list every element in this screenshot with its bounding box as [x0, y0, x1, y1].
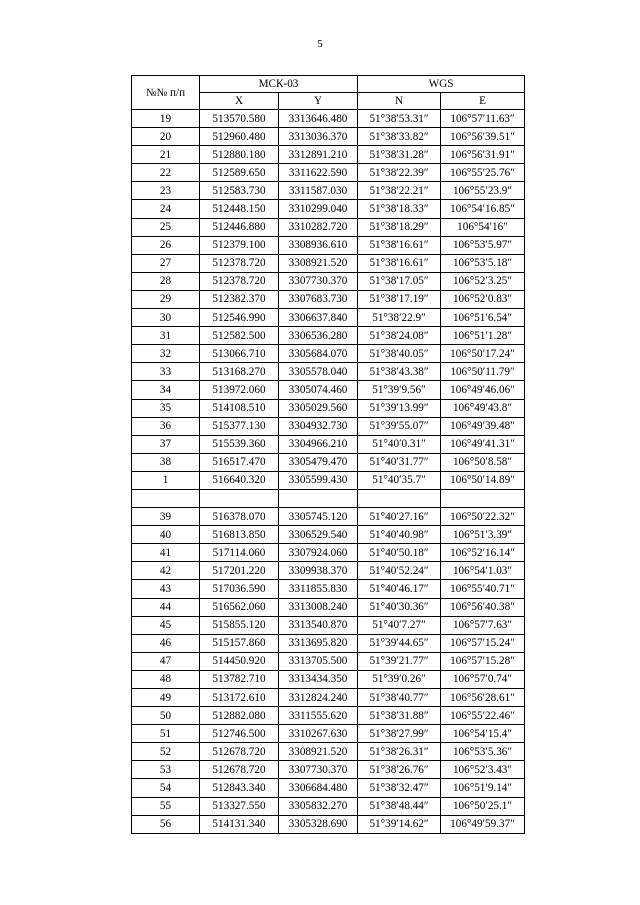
- table-row: [132, 471, 525, 489]
- cell-latitude: 51°38′26.76″: [358, 761, 441, 779]
- cell-y: 3305684.070: [279, 345, 358, 363]
- cell-longitude: 106°49′39.48″: [441, 417, 525, 435]
- cell-point-number: 35: [132, 399, 200, 417]
- cell-y: 3313705.500: [279, 652, 358, 670]
- cell-point-number: 41: [132, 544, 200, 562]
- cell-longitude: 106°55′25.76″: [441, 164, 525, 182]
- cell-y: 3313646.480: [279, 110, 358, 128]
- cell-latitude: 51°39′55.07″: [358, 417, 441, 435]
- cell-y: 3311622.590: [279, 164, 358, 182]
- table-row: [132, 453, 525, 471]
- cell-x: 516813.850: [200, 526, 279, 544]
- cell-latitude: 51°38′31.28″: [358, 146, 441, 164]
- table-row: [132, 652, 525, 670]
- cell-latitude: 51°40′31.77″: [358, 453, 441, 471]
- cell-y: 3306529.540: [279, 526, 358, 544]
- cell-longitude: 106°56′31.91″: [441, 146, 525, 164]
- cell-x: 514108.510: [200, 399, 279, 417]
- cell-latitude: 51°38′22.9″: [358, 309, 441, 327]
- cell-x: 512583.730: [200, 182, 279, 200]
- cell-y: 3307730.370: [279, 761, 358, 779]
- table-row: [132, 327, 525, 345]
- cell-latitude: 51°38′27.99″: [358, 725, 441, 743]
- header-x: X: [200, 93, 279, 110]
- cell-point-number: 31: [132, 327, 200, 345]
- cell-latitude: 51°38′22.39″: [358, 164, 441, 182]
- cell-point-number: 51: [132, 725, 200, 743]
- cell-longitude: 106°51′6.54″: [441, 309, 525, 327]
- cell-point-number: 23: [132, 182, 200, 200]
- cell-x: 512379.100: [200, 236, 279, 254]
- cell-point-number: 40: [132, 526, 200, 544]
- cell-point-number: 47: [132, 652, 200, 670]
- cell-longitude: 106°51′9.14″: [441, 779, 525, 797]
- cell-latitude: 51°38′17.19″: [358, 290, 441, 308]
- cell-latitude: 51°38′18.29″: [358, 218, 441, 236]
- cell-longitude: 106°55′22.46″: [441, 707, 525, 725]
- cell-longitude: 106°52′16.14″: [441, 544, 525, 562]
- cell-longitude: 106°52′3.25″: [441, 272, 525, 290]
- cell-point-number: 27: [132, 254, 200, 272]
- cell-x: 515377.130: [200, 417, 279, 435]
- cell-x: 512448.150: [200, 200, 279, 218]
- cell-x: 512582.500: [200, 327, 279, 345]
- cell-latitude: 51°39′9.56″: [358, 381, 441, 399]
- table-row: [132, 526, 525, 544]
- cell-y: 3305832.270: [279, 797, 358, 815]
- cell-latitude: [358, 489, 441, 507]
- header-e: E: [441, 93, 525, 110]
- cell-point-number: 29: [132, 290, 200, 308]
- cell-latitude: 51°38′40.77″: [358, 689, 441, 707]
- cell-latitude: 51°40′46.17″: [358, 580, 441, 598]
- cell-point-number: 49: [132, 689, 200, 707]
- cell-y: 3313434.350: [279, 670, 358, 688]
- cell-y: 3307924.060: [279, 544, 358, 562]
- cell-y: 3308936.610: [279, 236, 358, 254]
- cell-y: 3310267.630: [279, 725, 358, 743]
- table-row: [132, 544, 525, 562]
- table-row: [132, 272, 525, 290]
- cell-x: 512378.720: [200, 254, 279, 272]
- cell-point-number: 48: [132, 670, 200, 688]
- cell-point-number: 33: [132, 363, 200, 381]
- cell-longitude: 106°57′0.74″: [441, 670, 525, 688]
- cell-point-number: 32: [132, 345, 200, 363]
- cell-longitude: 106°51′1.28″: [441, 327, 525, 345]
- table-row: [132, 670, 525, 688]
- cell-point-number: 42: [132, 562, 200, 580]
- cell-x: 513972.060: [200, 381, 279, 399]
- cell-y: 3305479.470: [279, 453, 358, 471]
- table-row: [132, 580, 525, 598]
- cell-y: 3305074.460: [279, 381, 358, 399]
- table-row: [132, 182, 525, 200]
- cell-longitude: 106°50′8.58″: [441, 453, 525, 471]
- cell-latitude: 51°38′22.21″: [358, 182, 441, 200]
- cell-point-number: 38: [132, 453, 200, 471]
- cell-longitude: 106°53′5.97″: [441, 236, 525, 254]
- cell-longitude: 106°54′16.85″: [441, 200, 525, 218]
- table-row: [132, 399, 525, 417]
- cell-y: 3313008.240: [279, 598, 358, 616]
- cell-point-number: 30: [132, 309, 200, 327]
- cell-x: 512446.880: [200, 218, 279, 236]
- cell-longitude: 106°52′0.83″: [441, 290, 525, 308]
- cell-x: 513570.580: [200, 110, 279, 128]
- cell-y: 3312891.210: [279, 146, 358, 164]
- cell-latitude: 51°38′16.61″: [358, 236, 441, 254]
- cell-latitude: 51°38′17.05″: [358, 272, 441, 290]
- cell-longitude: 106°49′59.37″: [441, 815, 525, 833]
- cell-point-number: 56: [132, 815, 200, 833]
- cell-point-number: 46: [132, 634, 200, 652]
- cell-latitude: 51°38′53.31″: [358, 110, 441, 128]
- cell-latitude: 51°40′52.24″: [358, 562, 441, 580]
- cell-latitude: 51°40′40.98″: [358, 526, 441, 544]
- cell-x: 512880.180: [200, 146, 279, 164]
- cell-latitude: 51°40′30.36″: [358, 598, 441, 616]
- cell-y: 3313036.370: [279, 128, 358, 146]
- cell-longitude: 106°56′40.38″: [441, 598, 525, 616]
- cell-latitude: 51°39′14.62″: [358, 815, 441, 833]
- cell-longitude: 106°51′3.39″: [441, 526, 525, 544]
- cell-latitude: 51°39′44.65″: [358, 634, 441, 652]
- cell-point-number: 52: [132, 743, 200, 761]
- cell-x: 512589.650: [200, 164, 279, 182]
- table-row: [132, 218, 525, 236]
- cell-x: 512678.720: [200, 743, 279, 761]
- table-row: [132, 779, 525, 797]
- table-row: [132, 435, 525, 453]
- cell-y: 3304966.210: [279, 435, 358, 453]
- cell-point-number: 39: [132, 508, 200, 526]
- cell-longitude: 106°55′23.9″: [441, 182, 525, 200]
- header-n: N: [358, 93, 441, 110]
- cell-x: 513327.550: [200, 797, 279, 815]
- cell-x: 512678.720: [200, 761, 279, 779]
- cell-longitude: 106°54′15.4″: [441, 725, 525, 743]
- cell-y: 3312824.240: [279, 689, 358, 707]
- cell-latitude: 51°40′0.31″: [358, 435, 441, 453]
- cell-latitude: 51°39′21.77″: [358, 652, 441, 670]
- cell-longitude: 106°56′28.61″: [441, 689, 525, 707]
- cell-latitude: 51°40′50.18″: [358, 544, 441, 562]
- cell-longitude: 106°50′14.89″: [441, 471, 525, 489]
- cell-x: 514450.920: [200, 652, 279, 670]
- cell-longitude: 106°50′11.79″: [441, 363, 525, 381]
- cell-x: 513172.610: [200, 689, 279, 707]
- cell-y: 3306637.840: [279, 309, 358, 327]
- header-point-number: №№ п/п: [132, 76, 200, 110]
- header-y: Y: [279, 93, 358, 110]
- cell-latitude: 51°38′40.05″: [358, 345, 441, 363]
- cell-latitude: 51°38′43.38″: [358, 363, 441, 381]
- cell-latitude: 51°38′32.47″: [358, 779, 441, 797]
- cell-x: 516562.060: [200, 598, 279, 616]
- table-row: [132, 110, 525, 128]
- cell-x: 513066.710: [200, 345, 279, 363]
- cell-point-number: 21: [132, 146, 200, 164]
- table-row: [132, 236, 525, 254]
- cell-longitude: 106°53′5.36″: [441, 743, 525, 761]
- table-body: [132, 110, 525, 834]
- cell-point-number: 55: [132, 797, 200, 815]
- cell-y: [279, 489, 358, 507]
- cell-longitude: 106°56′39.51″: [441, 128, 525, 146]
- table-row: [132, 725, 525, 743]
- cell-point-number: 26: [132, 236, 200, 254]
- table-row: [132, 562, 525, 580]
- cell-y: 3305578.040: [279, 363, 358, 381]
- cell-x: 512882.080: [200, 707, 279, 725]
- cell-longitude: 106°50′22.32″: [441, 508, 525, 526]
- table-row: [132, 309, 525, 327]
- cell-longitude: 106°57′15.24″: [441, 634, 525, 652]
- table-row: [132, 164, 525, 182]
- cell-x: 512546.990: [200, 309, 279, 327]
- table-row: [132, 815, 525, 833]
- coordinates-table: [131, 75, 525, 834]
- cell-y: 3311555.620: [279, 707, 358, 725]
- cell-x: 514131.340: [200, 815, 279, 833]
- cell-point-number: 1: [132, 471, 200, 489]
- table-row: [132, 689, 525, 707]
- cell-point-number: 34: [132, 381, 200, 399]
- cell-x: 517036.590: [200, 580, 279, 598]
- cell-longitude: 106°57′15.28″: [441, 652, 525, 670]
- table-row: [132, 381, 525, 399]
- table-row: [132, 598, 525, 616]
- cell-longitude: 106°57′11.63″: [441, 110, 525, 128]
- cell-x: 515855.120: [200, 616, 279, 634]
- table-row: [132, 254, 525, 272]
- page-number: 5: [317, 38, 323, 50]
- cell-x: 517201.220: [200, 562, 279, 580]
- cell-point-number: 37: [132, 435, 200, 453]
- cell-longitude: 106°53′5.18″: [441, 254, 525, 272]
- cell-y: 3313695.820: [279, 634, 358, 652]
- table-row: [132, 417, 525, 435]
- cell-y: 3306536.280: [279, 327, 358, 345]
- cell-y: 3305599.430: [279, 471, 358, 489]
- cell-longitude: [441, 489, 525, 507]
- cell-x: 512746.500: [200, 725, 279, 743]
- cell-x: 516517.470: [200, 453, 279, 471]
- cell-latitude: 51°38′24.08″: [358, 327, 441, 345]
- table-row: [132, 761, 525, 779]
- cell-point-number: 44: [132, 598, 200, 616]
- cell-y: 3305328.690: [279, 815, 358, 833]
- cell-y: 3310282.720: [279, 218, 358, 236]
- cell-latitude: 51°38′26.31″: [358, 743, 441, 761]
- cell-point-number: 24: [132, 200, 200, 218]
- cell-x: 513168.270: [200, 363, 279, 381]
- cell-point-number: 54: [132, 779, 200, 797]
- header-row-top: [132, 76, 525, 93]
- cell-point-number: 45: [132, 616, 200, 634]
- cell-x: 512382.370: [200, 290, 279, 308]
- table-row: [132, 707, 525, 725]
- table-row: [132, 489, 525, 507]
- cell-longitude: 106°49′46.06″: [441, 381, 525, 399]
- table-row: [132, 508, 525, 526]
- cell-x: 515157.860: [200, 634, 279, 652]
- cell-point-number: 20: [132, 128, 200, 146]
- cell-y: 3308921.520: [279, 254, 358, 272]
- cell-longitude: 106°49′43.8″: [441, 399, 525, 417]
- cell-x: 517114.060: [200, 544, 279, 562]
- cell-latitude: 51°38′48.44″: [358, 797, 441, 815]
- cell-longitude: 106°49′41.31″: [441, 435, 525, 453]
- cell-x: 512378.720: [200, 272, 279, 290]
- cell-x: 513782.710: [200, 670, 279, 688]
- cell-latitude: 51°38′16.61″: [358, 254, 441, 272]
- cell-longitude: 106°54′16″: [441, 218, 525, 236]
- cell-x: 516378.070: [200, 508, 279, 526]
- table-row: [132, 616, 525, 634]
- cell-point-number: 19: [132, 110, 200, 128]
- table-row: [132, 345, 525, 363]
- cell-latitude: 51°39′13.99″: [358, 399, 441, 417]
- cell-latitude: 51°38′33.82″: [358, 128, 441, 146]
- cell-point-number: 36: [132, 417, 200, 435]
- table-row: [132, 146, 525, 164]
- cell-y: 3305745.120: [279, 508, 358, 526]
- cell-y: 3304932.730: [279, 417, 358, 435]
- cell-latitude: 51°38′18.33″: [358, 200, 441, 218]
- table-row: [132, 128, 525, 146]
- cell-y: 3308921.520: [279, 743, 358, 761]
- table-row: [132, 290, 525, 308]
- cell-point-number: 53: [132, 761, 200, 779]
- cell-point-number: [132, 489, 200, 507]
- cell-x: 512843.340: [200, 779, 279, 797]
- cell-point-number: 22: [132, 164, 200, 182]
- cell-point-number: 28: [132, 272, 200, 290]
- cell-y: 3310299.040: [279, 200, 358, 218]
- cell-x: 515539.360: [200, 435, 279, 453]
- cell-y: 3307730.370: [279, 272, 358, 290]
- cell-y: 3311587.030: [279, 182, 358, 200]
- cell-longitude: 106°54′1.03″: [441, 562, 525, 580]
- cell-x: 516640.320: [200, 471, 279, 489]
- cell-point-number: 25: [132, 218, 200, 236]
- cell-y: 3311855.830: [279, 580, 358, 598]
- cell-y: 3309938.370: [279, 562, 358, 580]
- cell-point-number: 50: [132, 707, 200, 725]
- cell-y: 3313540.870: [279, 616, 358, 634]
- table-row: [132, 363, 525, 381]
- cell-longitude: 106°55′40.71″: [441, 580, 525, 598]
- cell-point-number: 43: [132, 580, 200, 598]
- cell-x: 512960.480: [200, 128, 279, 146]
- table-row: [132, 743, 525, 761]
- cell-latitude: 51°39′0.26″: [358, 670, 441, 688]
- cell-x: [200, 489, 279, 507]
- cell-latitude: 51°38′31.88″: [358, 707, 441, 725]
- cell-latitude: 51°40′7.27″: [358, 616, 441, 634]
- cell-y: 3307683.730: [279, 290, 358, 308]
- cell-longitude: 106°52′3.43″: [441, 761, 525, 779]
- header-wgs: WGS: [358, 76, 525, 93]
- cell-longitude: 106°50′25.1″: [441, 797, 525, 815]
- cell-latitude: 51°40′27.16″: [358, 508, 441, 526]
- cell-longitude: 106°57′7.63″: [441, 616, 525, 634]
- cell-y: 3306684.480: [279, 779, 358, 797]
- cell-longitude: 106°50′17.24″: [441, 345, 525, 363]
- header-msk03: МСК-03: [200, 76, 358, 93]
- table-row: [132, 634, 525, 652]
- cell-y: 3305029.560: [279, 399, 358, 417]
- cell-latitude: 51°40′35.7″: [358, 471, 441, 489]
- table-row: [132, 200, 525, 218]
- table-row: [132, 797, 525, 815]
